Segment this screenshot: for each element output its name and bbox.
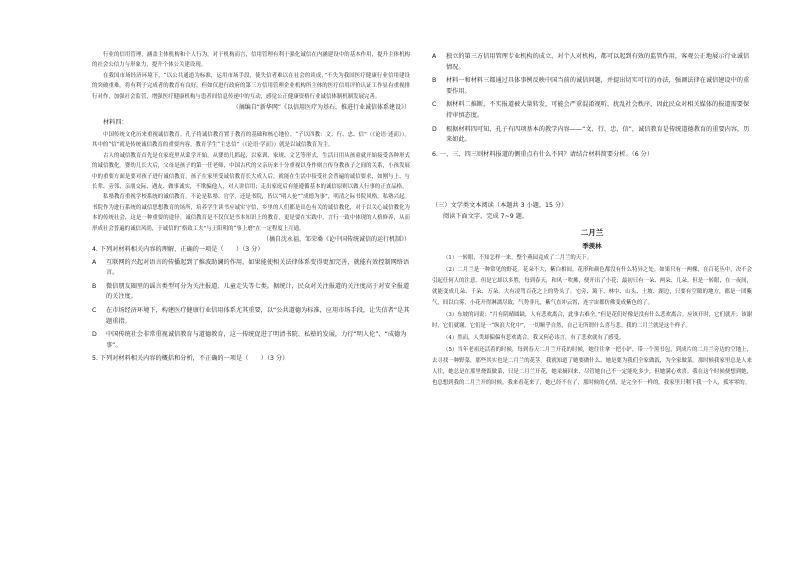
question-4-option-b (92, 282, 410, 303)
option-key: C (92, 307, 97, 315)
material-four-para-2: 古人的诚信教育首先是在家庭里从蒙学开始，从婴幼儿抓起，以家训、家规、文艺等形式，生活日用从孩童就开始接受各种形式的诚信教化。婴幼儿长大后，父母是孩子的第一任老师，中国古代的父亲历来十分重视以身作则言传身教孩子之间的关系，小孩发展中的重要方面是要对孩子进行诚信教育。孩子在家里受诚信教育长大成人后，就能在生活中接受社会普遍的诚信要求，如刚与上、与长辈、旁邻、亲朋交际、遇友、做事诚实，不欺骗他人，对人讲信用；走出家庭后有能遵循基本的诚信原则以做人行事的正直品格。 (92, 152, 410, 191)
question-5-option-a (432, 52, 752, 73)
option-text: 微信朋友圈里的谣言类型可分为关注报道、儿童走失等七类。据统计，民众对关注报道的关注度高于对安全报道的关注度。 (106, 282, 410, 301)
material-three-conclusion: 在我国市场经济环境下，“以公共通道为标准，运用市场手段，使失信者难以在社会的谈成，”不失为我国医疗健康行业信用建设的突破重难。将有利于完成者的教育有良好，但如仅进行政府的第三方信用管理企业机构所主体的医疗信用评价认证工作显有重视排行对作，加强社会监管，增强医疗健康机构与患者间信息传递中的互动，感觉公正健康资格行业诚信体制机制发展完善。 (92, 72, 410, 100)
question-4-option-c (92, 306, 410, 327)
material-four-para-3: 私塾教育重视学校系统的诚信教育，不论是私塾、官学，还是书院，皆以“明人伦”“成德为事”，明清之际书院风格，私塾兴起。书院作为进行系统的诚信思想教育的场所，培养学生读书应诚实守信，乡里的人们都是出色有关的诚信教化，对于以关心诚信教化为本的传统社会，这是一种重要的途径。诚信教育是不仅仅是书本知识上的教育，更是要在实践中，言行一致中体现的人格修养，从而形成社会普遍的诚信风尚，于诚信的“格致工夫”与王阳明的“事上磨”在一定程度上互通。 (92, 194, 410, 232)
option-key: A (92, 258, 97, 266)
question-4-option-a (92, 258, 410, 279)
section-heading: （三）文学类文本阅读（本题共 3 小题，15 分） (432, 202, 568, 210)
essay-title: 二月兰 (580, 228, 604, 238)
option-text: 独立的第三方信用管理专业机构的成立，对个人对机构，都可以起到有效的监管作用，客观公正地展示行业诚信情况。 (446, 53, 750, 71)
question-5: 5. 下列对材料相关内容的概括和分析，不正确的一项是（ ）（3 分） (92, 355, 289, 363)
essay-para-3: （3）东坡的词说：“月有阴晴圆缺，人有悲欢离合，此事古难全。”但是花们好像是没有什么悲欢离合。应该开时，它们就开；该谢时，它们就谢。它们是一“纵浪大化中”，一切顺乎自然，自己无所谓什么喜与悲。我的二月兰就是这个样子。 (432, 312, 752, 330)
essay-para-2: （2）二月兰是一种常见的野花。花朵不大，紫白相间。花形和颜色都没有什么特异之处。如果只有一两棵，在百花丛中，决不会引起任何人的注意。但是它却以多胜，每到春天，和风一吹拂，便开出了小花；最初只有一朵、两朵、几朵。但是一转眼，在一夜间，就能变成几朵、千朵、万朵。大有凌驾百花之上的势头了。宅旁、篱下、林中、山头、土坡、湖边，只要有空隙的地方，都是一团紫气，间以白雾，小花开得淋漓尽致，气势非凡，紫气直冲云霄，连宇宙都仿佛变成紫色的了。 (432, 267, 752, 307)
option-key: D (432, 125, 437, 133)
option-key: A (432, 53, 437, 60)
material-four-para-1: 中国传统文化历来重视诚信教育。孔子将诚信教育置于教育的基础和核心地位。“子以四教：文、行、忠、信”（《论语·述而》）。其中的“信”就是传统诚信教育的重要内容。教育学生“主忠信”（《论语·学而》）就是以诚信教育为主。 (92, 132, 410, 149)
material-three-end: 行业的信用管理，涵盖主体机构和个人行为，对于机构而言，信用管理有利于强化诚信在内涵建设中的基本作用，提升主体机构的社会公信力与形象力，提升个体公关建设现。 (92, 52, 410, 69)
question-6: 6. 一、三、四三则材料报道的侧重点有什么不同？请结合材料简要分析。（6 分） (432, 150, 654, 158)
source-citation-xinhua: （摘编自“新华网”《以信用医疗为基石，推进行业诚信体系建设》） (232, 104, 410, 112)
right-column (432, 50, 752, 390)
option-text: 互联网的兴起对语言的传播起到了推波助澜的作用，如果能使相关法律体系变得更加完善，就能有效控制网络语言。 (106, 258, 410, 277)
option-key: B (432, 77, 437, 85)
essay-para-1: （1）一转眼，不知怎样一来，整个燕园竟成了二月兰的天下。 (443, 255, 592, 262)
question-5-option-b (432, 76, 752, 97)
material-four-heading: 材料四： (103, 119, 128, 127)
question-4: 4. 下列对材料相关内容的理解，正确的一项是（ ）（3 分） (92, 246, 264, 254)
question-4-option-d (92, 330, 410, 351)
reading-instruction: 阅读下面文字，完成 7~9 题。 (443, 213, 529, 221)
essay-para-5: （5）当年老祖还活着的时候，每到春天二月兰开花的时候，她往往拿一把小铲，带一个黑书包，到成片的二月兰旁边的空地上，去寻找一种野菜，那些其实也是二月兰的花茎。我就知道了她要做什么，她是要为我们全家做饭，为全家做菜。那时候我家里总是人来人往，她总是在那里烧饭做菜，只是二月兰开花，她采摘回来，尽管她自己不一定能吃多少，但她满心欢喜。我在这个时候便想到她，也总想到我的二月兰开的时候，我来看花来了，她已经不在了，那时候的心情，是完全不一样的。我家里只剩下我一个人，孤零零的。 (432, 347, 752, 387)
option-text: 中国传统社会非常重视诚信教育与道德教育，这一传统促进了明清书院、私塾的发展，力行“明人伦”、“成德为事”。 (106, 331, 407, 349)
option-text: 材料一和材料三都通过具体事例反映中国当前的诚信问题，并提出切实可行的办法，强调法律在诚信建设中的重要作用。 (446, 77, 750, 95)
option-text: 根据材料四可知，孔子有四项基本的教学内容——“文、行、忠、信”，诚信教育是传统道德教育的重要内容，历来如此。 (446, 125, 750, 144)
answer-space (432, 160, 752, 200)
option-text: 据材料二推断，不实报道被大量转发，可能会严重混淆视听、扰乱社会秩序，因此民众对相关媒体的报道需要保持审慎态度。 (446, 101, 750, 119)
question-5-option-d (432, 125, 752, 146)
option-key: B (92, 282, 97, 290)
essay-author: 季羡林 (582, 242, 602, 251)
question-5-option-c (432, 100, 752, 121)
option-text: 在市场经济环境下，构建医疗健康行业信用体系尤其重要，以“公共道德为标准，应用市场手段，让失信者”是其题重指。 (106, 307, 410, 325)
essay-para-4: （4）然而，人类却偏偏有悲欢离合。我又何必讳言，有了悲欢就有了感受。 (443, 335, 625, 342)
source-citation-shen: （摘自沈永福、邹荣桑《论中国传统诚信的运行机制》） (262, 236, 410, 244)
left-column (92, 50, 410, 365)
option-key: D (92, 331, 97, 339)
option-key: C (432, 101, 437, 109)
